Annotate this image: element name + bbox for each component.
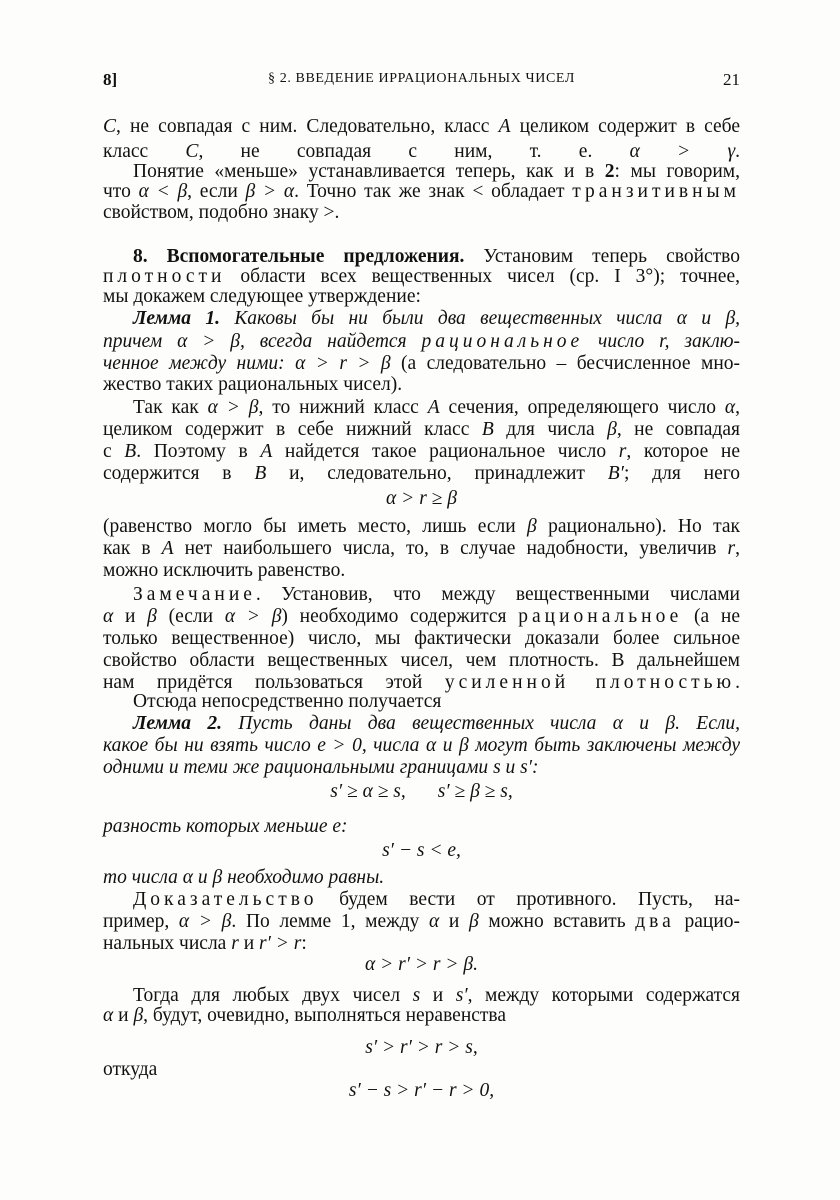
text-line: α и β (если α > β) необходимо содержится рациональное (а не <box>103 606 740 627</box>
text-line: C, не совпадая с ним. Следовательно, класс A целиком содержит в себе <box>103 116 740 137</box>
text-line: одними и теми же рациональными границами s и s′: <box>103 757 539 778</box>
text-line: мы докажем следующее утверждение: <box>103 286 421 307</box>
section-number: 8] <box>103 70 118 89</box>
text-line: Так как α > β, то нижний класс A сечения, определяющего число α, <box>133 397 740 418</box>
text-line: Лемма 2. Пусть даны два вещественных числа α и β. Если, <box>133 713 740 734</box>
text-line: можно исключить равенство. <box>103 560 346 581</box>
text-line: плотности области всех вещественных чисел (ср. I 3°); точнее, <box>103 266 740 287</box>
formula: α > r′ > r > β. <box>365 954 478 975</box>
text-line: Тогда для любых двух чисел s и s′, между которыми содержатся <box>133 985 740 1006</box>
running-title: § 2. ВВЕДЕНИЕ ИРРАЦИОНАЛЬНЫХ ЧИСЕЛ <box>268 71 575 86</box>
lemma-title: Лемма 2. <box>133 713 222 734</box>
text-line: причем α > β, всегда найдется рациональное число r, заклю- <box>103 331 740 352</box>
lemma-title: Лемма 1. <box>133 308 220 329</box>
text-line: что α < β, если β > α. Точно так же знак < обладает транзитивным <box>103 181 740 202</box>
text-line: свойством, подобно знаку >. <box>103 202 340 223</box>
text-line: нам придётся пользоваться этой усиленной плотностью. <box>103 672 740 693</box>
section-heading-line: 8. Вспомогательные предложения. Установим теперь свойство <box>133 246 740 267</box>
text-line: α и β, будут, очевидно, выполняться неравенства <box>103 1005 507 1026</box>
text-line: класс C, не совпадая с ним, т. е. α > γ. <box>103 141 741 162</box>
text-line: ченное между ними: α > r > β (а следовательно – бесчисленное мно- <box>103 353 741 374</box>
text-line: нальных числа r и r′ > r: <box>103 933 307 954</box>
text-line: содержится в B и, следовательно, принадлежит B′; для него <box>103 463 740 484</box>
text-line: с B. Поэтому в A найдется такое рациональное число r, которое не <box>103 441 740 462</box>
page-number: 21 <box>723 70 740 89</box>
text-line: какое бы ни взять число e > 0, числа α и β могут быть заключены между <box>103 735 740 756</box>
text-line: то числа α и β необходимо равны. <box>103 867 385 888</box>
text-line: Доказательство будем вести от противного. Пусть, на- <box>133 889 740 910</box>
formula: s′ − s > r′ − r > 0, <box>348 1080 495 1101</box>
text-line: откуда <box>103 1059 158 1080</box>
text-line: свойство области вещественных чисел, чем плотность. В дальнейшем <box>103 650 740 671</box>
text-line: разность которых меньше e: <box>103 816 348 837</box>
text-line: Понятие «меньше» устанавливается теперь, как и в 2: мы говорим, <box>133 161 740 182</box>
text-line: как в A нет наибольшего числа, то, в случае надобности, увеличив r, <box>103 538 740 559</box>
formula: s′ − s < e, <box>382 840 461 861</box>
text-line: только вещественное) число, мы фактически доказали более сильное <box>103 628 740 649</box>
running-header <box>103 70 740 92</box>
section-heading: 8. Вспомогательные предложения. <box>133 246 465 267</box>
text-line: целиком содержит в себе нижний класс B для числа β, не совпадая <box>103 419 740 440</box>
text-line: Лемма 1. Каковы бы ни были два вещественных числа α и β, <box>133 308 741 329</box>
text-line: (равенство могло бы иметь место, лишь если β рационально). Но так <box>103 516 741 537</box>
text-line: Замечание. Установив, что между вещественными числами <box>133 584 740 605</box>
text-line: пример, α > β. По лемме 1, между α и β можно вставить два рацио- <box>103 911 740 932</box>
text-line: жество таких рациональных чисел). <box>103 374 403 395</box>
text-line: Отсюда непосредственно получается <box>133 691 442 712</box>
formula: s′ ≥ α ≥ s, s′ ≥ β ≥ s, <box>330 781 513 802</box>
formula: α > r ≥ β <box>386 488 457 509</box>
formula: s′ > r′ > r > s, <box>365 1037 478 1058</box>
